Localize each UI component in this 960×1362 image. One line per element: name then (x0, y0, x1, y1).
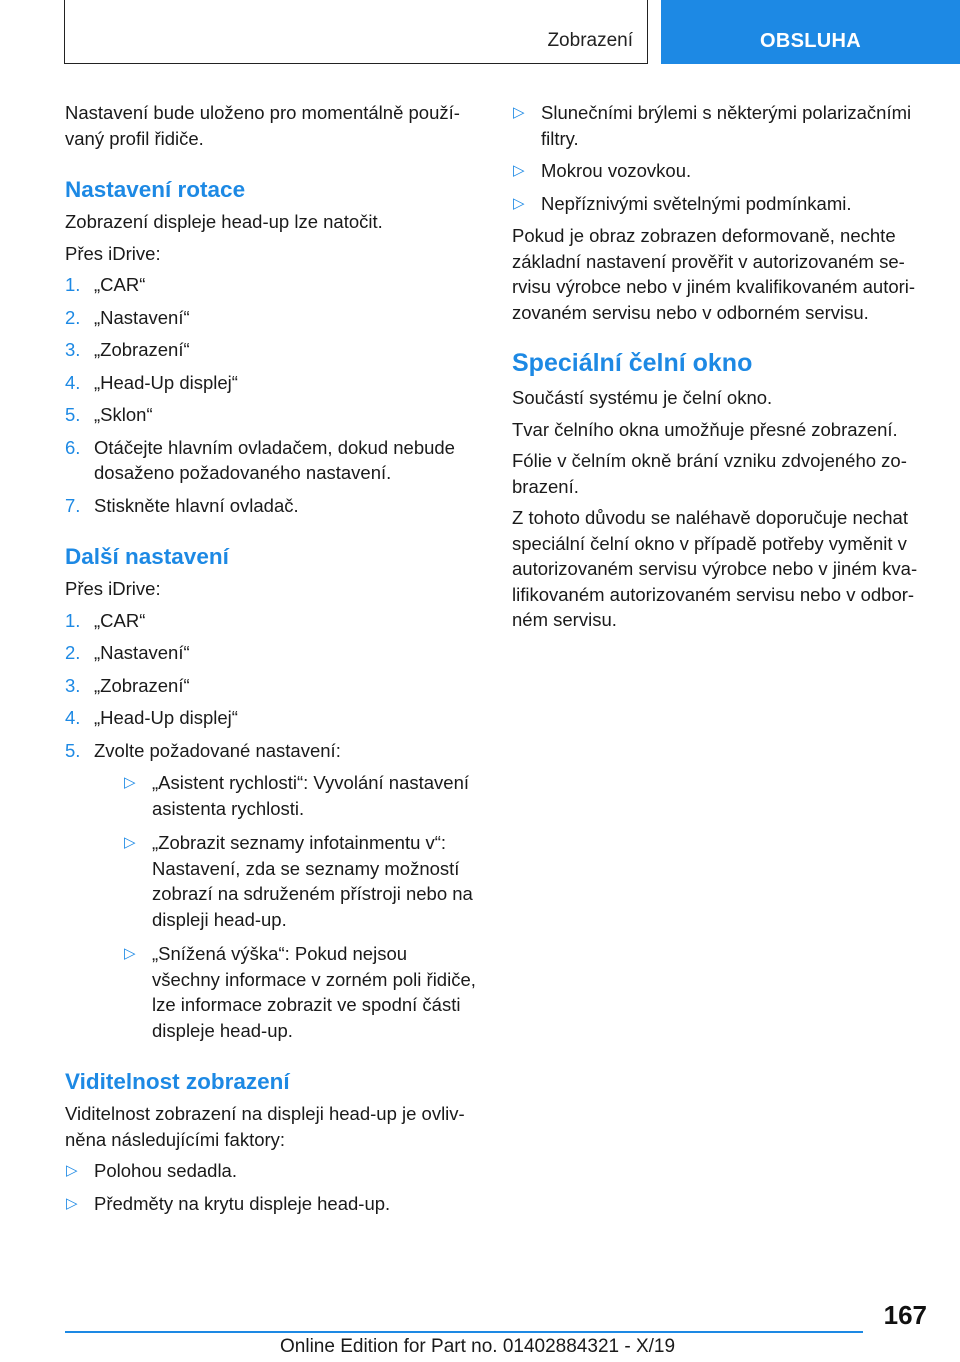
visibility-text: Viditelnost zobrazení na displeji head-up je ovlivněna následujícími faktory: (65, 1103, 465, 1150)
step-text: „Sklon“ (94, 404, 153, 425)
step-number: 1. (65, 609, 81, 631)
option-text: „Asistent rychlosti“: Vyvolání nastavení asistenta rychlosti. (152, 772, 470, 819)
triangle-right-icon: ▷ (124, 774, 136, 791)
step-number: 2. (65, 306, 81, 328)
list-item (123, 770, 477, 821)
heading-more-settings: Další nastavení (65, 544, 229, 569)
list-item (512, 158, 924, 184)
rotation-steps (65, 272, 477, 518)
footer-divider (65, 1331, 863, 1333)
step-text: „Zobrazení“ (94, 674, 190, 696)
step-text: Otáčejte hlavním ovladačem, dokud nebude dosaženo požadovaného nastavení. (94, 436, 455, 483)
option-text: „Snížená výška“: Pokud nejsou všechny informace v zorném poli řidiče, lze informace zobrazit ve spodní části displeje head-up. (152, 943, 476, 1041)
list-item (65, 493, 477, 519)
windshield-p1: Součástí systému je čelní okno. (512, 387, 773, 408)
step-number: 5. (65, 404, 81, 425)
step-text: Stiskněte hlavní ovladač. (94, 494, 299, 516)
rotation-idrive: Přes iDrive: (65, 242, 161, 264)
option-text: „Zobrazit seznamy infotainmentu v“: Nastavení, zda se seznamy možností zobrazí na sdruženém přístroji nebo na displeji head-up. (152, 832, 473, 930)
list-item (512, 191, 924, 217)
list-item (123, 830, 477, 932)
step-number: 7. (65, 494, 81, 516)
list-item (512, 100, 924, 151)
list-item (65, 272, 477, 298)
rotation-text: Zobrazení displeje head-up lze natočit. (65, 211, 383, 232)
step-text: Zvolte požadované nastavení: (94, 739, 341, 761)
heading-windshield: Speciální čelní okno (512, 349, 753, 377)
windshield-p2: Tvar čelního okna umožňuje přesné zobrazení. (512, 418, 898, 440)
chapter-tab[interactable] (661, 0, 960, 64)
triangle-right-icon: ▷ (513, 104, 525, 121)
distortion-paragraph: Pokud je obraz zobrazen deformovaně, nechte základní nastavení prověřit v autorizovaném servisu výrobce nebo v jiném kvalifikovaném autorizovaném servisu nebo v odborném servisu. (512, 225, 916, 323)
list-item (65, 1191, 477, 1217)
intro-paragraph: Nastavení bude uloženo pro momentálně používaný profil řidiče. (65, 102, 460, 149)
windshield-p4: Z tohoto důvodu se naléhavě doporučuje nechat speciální čelní okno v případě potřeby vyměnit v autorizovaném servisu výrobce nebo v jiném kvalifikovaném autorizovaném servisu nebo v odborném servisu. (512, 507, 918, 630)
step-number: 4. (65, 371, 81, 393)
footer-edition: Online Edition for Part no. 01402884321 - X/19 (280, 1336, 676, 1357)
list-item (65, 738, 477, 1044)
list-item (65, 337, 477, 363)
step-text: „Nastavení“ (94, 306, 190, 328)
list-item (123, 941, 477, 1043)
list-item (65, 305, 477, 331)
step-text: „Head-Up displej“ (94, 707, 238, 728)
factor-text: Mokrou vozovkou. (541, 160, 692, 181)
step-number: 2. (65, 642, 81, 663)
heading-visibility: Viditelnost zobrazení (65, 1069, 290, 1094)
step-number: 4. (65, 707, 81, 728)
page-number: 167 (883, 1300, 927, 1330)
step-text: „Head-Up displej“ (94, 371, 238, 393)
list-item (65, 1158, 477, 1184)
step-number: 3. (65, 339, 81, 360)
factor-text: Předměty na krytu displeje head-up. (94, 1192, 391, 1214)
list-item (65, 705, 477, 731)
triangle-right-icon: ▷ (66, 1162, 78, 1179)
step-number: 5. (65, 739, 81, 761)
factor-text: Polohou sedadla. (94, 1160, 237, 1181)
section-title: Zobrazení (547, 30, 633, 51)
list-item (65, 640, 477, 666)
windshield-p3: Fólie v čelním okně brání vzniku zdvojeného zobrazení. (512, 450, 907, 497)
triangle-right-icon: ▷ (124, 834, 136, 851)
step-text: „Zobrazení“ (94, 339, 190, 360)
list-item (65, 370, 477, 396)
left-column (65, 100, 477, 1223)
more-steps (65, 608, 477, 1044)
step-number: 3. (65, 674, 81, 696)
triangle-right-icon: ▷ (124, 945, 136, 962)
list-item (65, 673, 477, 699)
header-box (64, 0, 648, 64)
more-idrive: Přes iDrive: (65, 578, 161, 599)
factor-text: Nepříznivými světelnými podmínkami. (541, 192, 852, 214)
factor-text: Slunečními brýlemi s některými polarizačními filtry. (541, 102, 912, 149)
step-text: „CAR“ (94, 609, 146, 631)
step-number: 6. (65, 436, 81, 458)
heading-rotation: Nastavení rotace (65, 177, 246, 202)
visibility-factors (65, 1158, 477, 1216)
settings-options (123, 770, 477, 1043)
right-column (512, 100, 924, 639)
triangle-right-icon: ▷ (513, 162, 525, 179)
list-item (65, 435, 477, 486)
step-text: „CAR“ (94, 274, 146, 295)
step-text: „Nastavení“ (94, 642, 190, 663)
list-item (65, 608, 477, 634)
step-number: 1. (65, 274, 81, 295)
triangle-right-icon: ▷ (66, 1194, 78, 1212)
triangle-right-icon: ▷ (513, 194, 525, 212)
visibility-factors-continued (512, 100, 924, 216)
chapter-tab-label: OBSLUHA (760, 30, 861, 52)
list-item (65, 402, 477, 428)
